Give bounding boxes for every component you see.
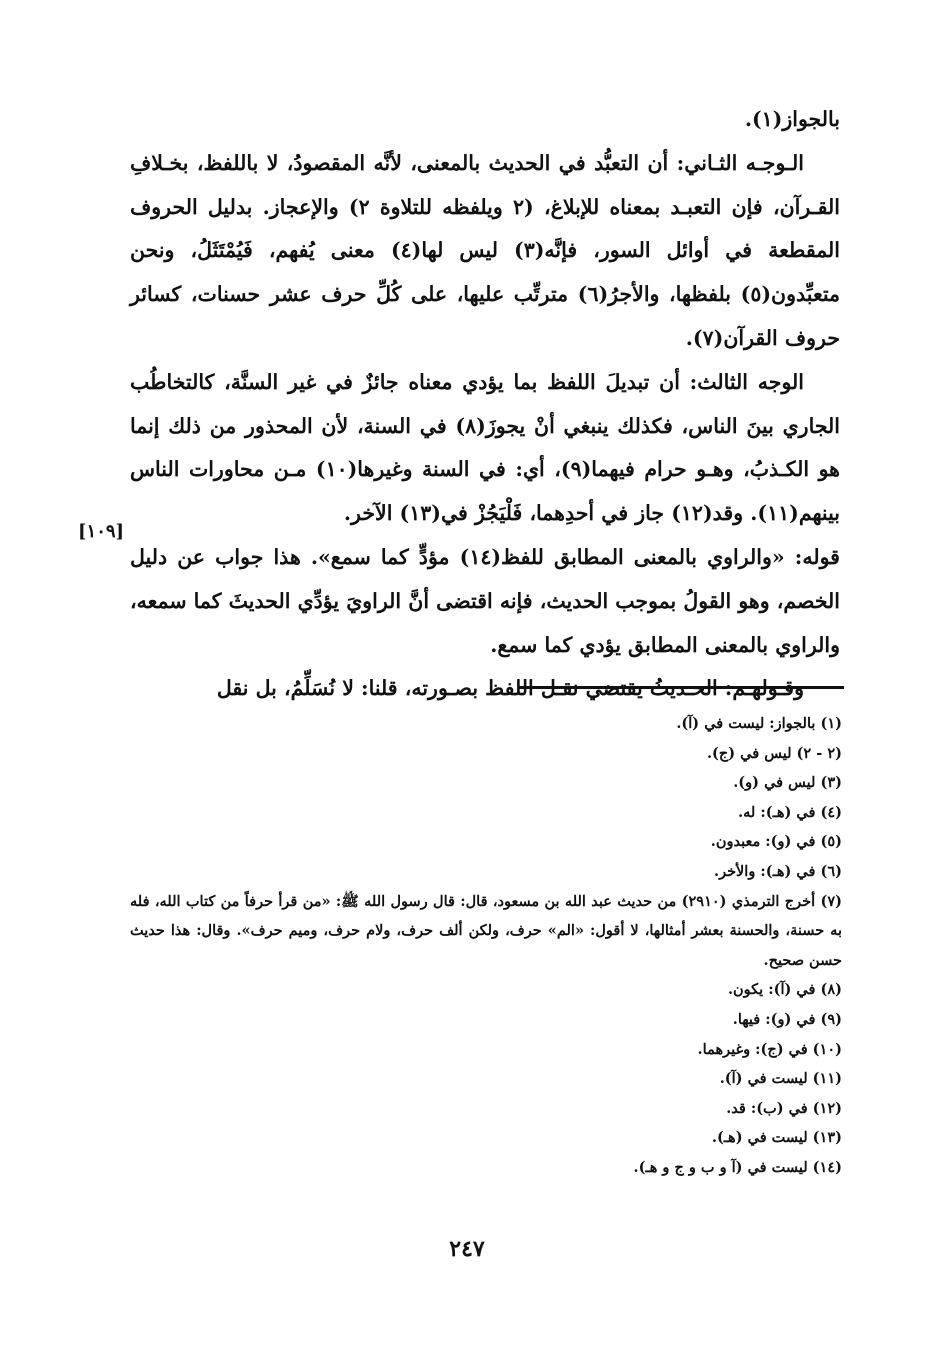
footnote-item: (١) بالجواز: ليست في (آ). bbox=[676, 715, 842, 732]
footnote-item: (٨) في (آ): يكون. bbox=[727, 981, 842, 999]
footnote-item: (١٤) ليست في (آ و ب و ج و هـ). bbox=[633, 1158, 842, 1176]
margin-reference: [١٠٩] bbox=[78, 521, 125, 542]
footnote-item: (٩) في (و): فيها. bbox=[732, 1010, 842, 1028]
paragraph-bil-jawaz: بالجواز(١). bbox=[744, 107, 840, 131]
paragraph-third-aspect: الوجه الثالث: أن تبديلَ اللفظ بما يؤدي معناه جائزٌ في غير السنَّة، كالتخاطُب الجاري بينَ الناس، فكذلك ينبغي أنْ يجوزَ(٨) في السنة، لأن المحذور من ذلك إنما هو الكـذبُ، وهـو حرام فيهما(٩)، أي: في السنة وغيرها(١٠) مـن محاورات الناس بينهم(١١). وقد(١٢) جاز في أحدِهما، فَلْيَجُزْ في(١٣) الآخر. bbox=[130, 369, 840, 526]
footnote-item: (٤) في (هـ): له. bbox=[738, 803, 842, 821]
footnote-item: (٦) في (هـ): والأخر. bbox=[714, 862, 842, 880]
footnote-item: (١٢) في (ب): قد. bbox=[726, 1099, 842, 1117]
paragraph-second-aspect: الـوجـه الثـاني: أن التعبُّد في الحديث بالمعنى، لأنَّه المقصودُ، لا باللفظ، بخـلافِ القـرآن، فإن التعبـد بمعناه للإبلاغ، (٢ ويلفظه للتلاوة ٢) والإعجاز. بدليل الحروف المقطعة في أوائل السور، فإنَّه(٣) ليس لها(٤) معنى يُفهم، فَيُمْتَثَلُ، ونحن متعبِّدون(٥) بلفظها، والأجرُ(٦) مترتِّب عليها، على كُلِّ حرف عشر حسنات، كسائر حروف القرآن(٧). bbox=[130, 150, 841, 350]
page-number: ٢٤٧ bbox=[449, 1236, 485, 1262]
footnote-item: (٣) ليس في (و). bbox=[733, 774, 842, 792]
main-text bbox=[130, 98, 840, 711]
footnote-item: (١٣) ليست في (هـ). bbox=[711, 1129, 842, 1147]
footnote-item: (١١) ليست في (آ). bbox=[719, 1070, 842, 1088]
paragraph-his-saying: قوله: «والراوي بالمعنى المطابق للفظ(١٤) مؤدٍّ كما سمع». هذا جواب عن دليل الخصم، وهو القولُ بموجب الحديث، فإنه اقتضى أنَّ الراويَ يؤدِّي الحديثَ كما سمعه، والراوي بالمعنى المطابق يؤدي كما سمع. bbox=[130, 544, 840, 657]
footnote-item: (٥) في (و): معبدون. bbox=[710, 833, 842, 851]
footnotes bbox=[130, 709, 842, 1183]
footnote-divider bbox=[518, 686, 844, 689]
footnote-item: (٢ - ٢) ليس في (ج). bbox=[706, 744, 842, 762]
paragraph-their-saying: وقـولهـم: الحـديثُ يقتضي نقـل اللفظ بصـورته، قلنا: لا نُسَلِّمُ، بل نقل bbox=[216, 676, 804, 701]
footnote-item: (١٠) في (ج): وغيرهما. bbox=[697, 1040, 842, 1058]
footnote-item: (٧) أخرج الترمذي (٢٩١٠) من حديث عبد الله بن مسعود، قال: قال رسول الله ﷺ: «من قرأ حرفاً من كتاب الله، فله به حسنة، والحسنة بعشر أمثالها، لا أقول: «الم» حرف، ولكن ألف حرف، ولام حرف، وميم حرف». وقال: هذا حديث حسن صحيح. bbox=[130, 892, 842, 969]
